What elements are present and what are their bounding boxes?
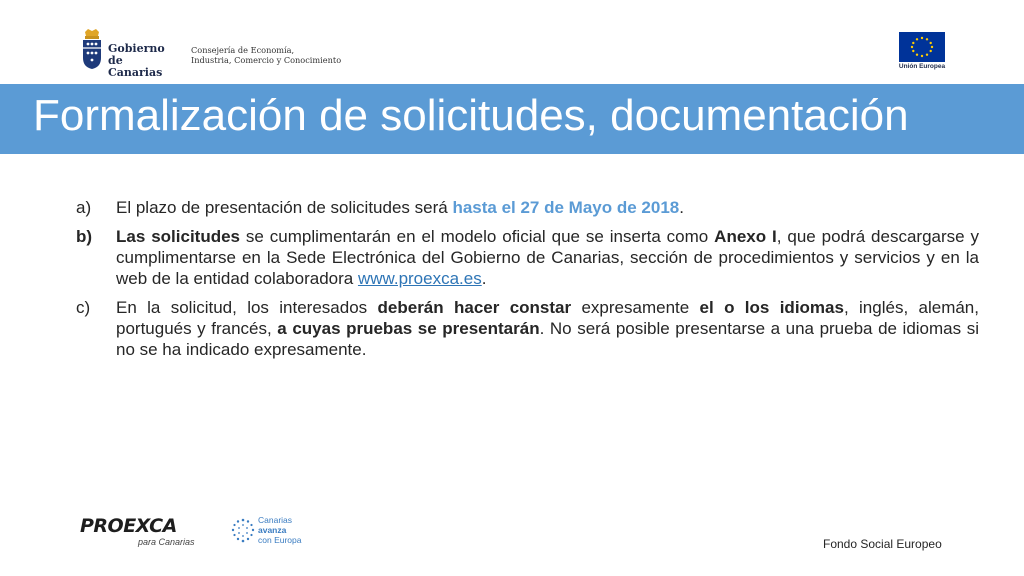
gobierno-de-canarias-logo <box>80 28 180 79</box>
list-item-b <box>76 226 979 289</box>
list-marker: b) <box>76 227 93 246</box>
item-text: , inglés, alemán, portugués y francés, <box>116 298 979 338</box>
gobierno-line2: de Canarias <box>108 54 163 79</box>
consejeria-label <box>191 45 341 65</box>
item-text: . No será posible presentarse a una prueba de idiomas si no se ha indicado expresamente. <box>116 319 979 359</box>
proexca-tagline: para Canarias <box>138 537 195 547</box>
list-marker: c) <box>76 298 91 317</box>
item-text: expresamente <box>571 298 700 317</box>
bold-text: deberán hacer constar <box>377 298 572 317</box>
proexca-link[interactable]: www.proexca.es <box>357 269 482 288</box>
list-item-c <box>76 297 979 360</box>
canarias-avanza-text <box>258 515 301 545</box>
item-text: , que podrá descargarse y cumplimentarse en la Sede Electrónica del Gobierno de Canarias, sección de procedimientos y servicios y en la web de la entidad colaboradora <box>116 227 980 288</box>
fondo-social-europeo-label: Fondo Social Europeo <box>823 537 942 551</box>
proexca-logo <box>80 515 200 549</box>
consejeria-line1: Consejería de Economía, <box>191 45 295 55</box>
item-text: . <box>481 269 487 288</box>
requirements-list <box>76 197 979 368</box>
coat-of-arms-icon <box>80 28 104 70</box>
gobierno-line1: Gobierno <box>108 42 165 55</box>
deadline-highlight: hasta el 27 de Mayo de 2018 <box>452 198 680 217</box>
item-text: se cumplimentarán en el modelo oficial que se inserta como <box>240 227 715 246</box>
item-text: En la solicitud, los interesados <box>116 298 378 317</box>
starburst-icon <box>230 517 256 545</box>
canarias-line2: avanza <box>258 525 287 535</box>
bold-text: el o los idiomas <box>699 298 844 317</box>
bold-text: Las solicitudes <box>116 227 241 246</box>
bold-text: a cuyas pruebas se presentarán <box>277 319 540 338</box>
consejeria-line2: Industria, Comercio y Conocimiento <box>191 55 342 65</box>
eu-flag-icon <box>899 32 945 62</box>
union-europea-logo <box>896 32 948 74</box>
bold-text: Anexo I <box>714 227 777 246</box>
list-item-a <box>76 197 979 218</box>
gobierno-name <box>108 43 180 79</box>
canarias-line1: Canarias <box>258 515 293 525</box>
slide-title: Formalización de solicitudes, documentación <box>33 91 909 140</box>
proexca-wordmark: PROEXCA <box>80 515 177 537</box>
list-marker: a) <box>76 198 92 217</box>
canarias-avanza-logo <box>230 515 320 549</box>
canarias-line3: con Europa <box>258 535 302 545</box>
title-band <box>0 84 1024 154</box>
eu-label: Unión Europea <box>898 63 946 70</box>
item-text: . <box>679 198 684 217</box>
item-text: El plazo de presentación de solicitudes será <box>116 198 453 217</box>
